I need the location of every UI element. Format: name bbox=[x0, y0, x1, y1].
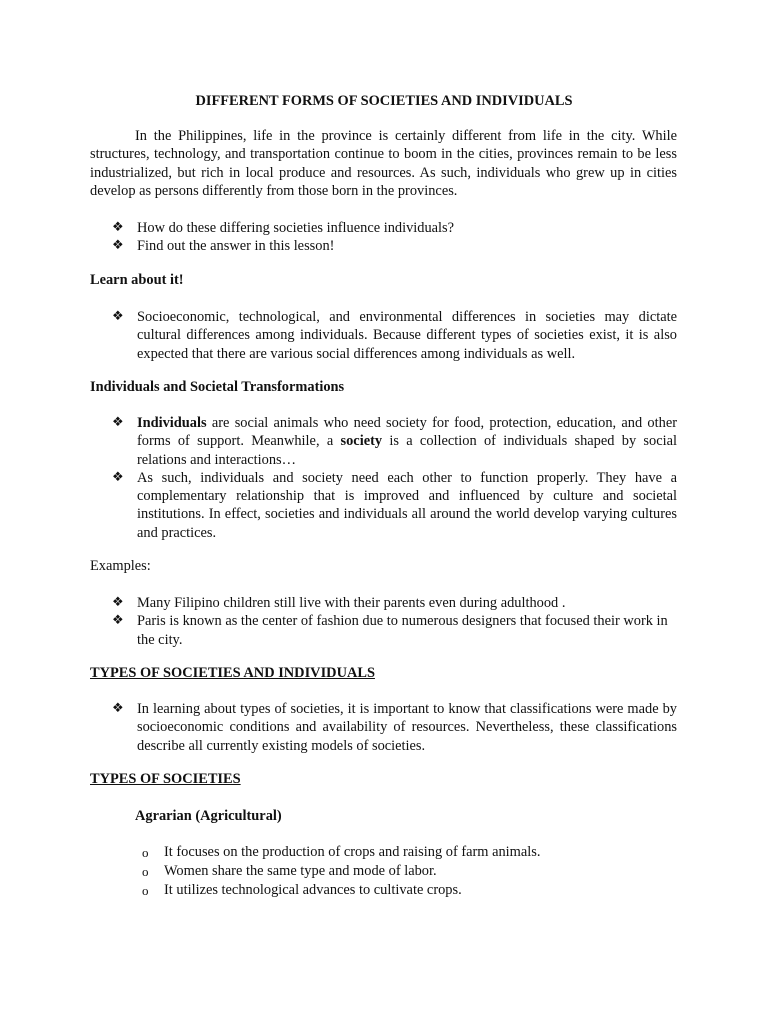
circle-o-bullet-icon: o bbox=[142, 864, 149, 879]
diamond-bullet-icon: ❖ bbox=[112, 238, 124, 254]
document-title: DIFFERENT FORMS OF SOCIETIES AND INDIVIDUALS bbox=[195, 93, 573, 109]
examples-list bbox=[0, 594, 677, 649]
intro-paragraph: In the Philippines, life in the province is certainly different from life in the city. While structures, technology, and transportation continue to boom in the cities, provinces remain to be less industrialized, but rich in local produce and resources. As such, individuals who grew up in cities develop as persons differently from those born in the provinces. bbox=[90, 128, 677, 199]
question-list bbox=[0, 219, 677, 256]
diamond-bullet-icon: ❖ bbox=[112, 415, 124, 430]
list-item: o It focuses on the production of crops and raising of farm animals. bbox=[142, 844, 541, 860]
list-item: ❖ As such, individuals and society need each other to function properly. They have a complementary relationship that is improved and influenced by culture and societal institutions. In effect, societies and individuals all around the world develop varying cultures and practices. bbox=[112, 469, 677, 541]
list-item: o It utilizes technological advances to cultivate crops. bbox=[142, 882, 462, 898]
term-society: society bbox=[340, 433, 383, 450]
transformations-heading: Individuals and Societal Transformations bbox=[90, 379, 345, 395]
list-item: ❖ In learning about types of societies, it is important to know that classifications were made by socioeconomic conditions and availability of resources. Nevertheless, these classifications describe all currently existing models of societies. bbox=[112, 701, 677, 754]
term-individuals: Individuals bbox=[137, 415, 207, 431]
agrarian-list bbox=[0, 843, 540, 900]
types-societies-individuals-list bbox=[0, 700, 677, 755]
list-item: ❖ Individuals are social animals who need society for food, protection, education, and other forms of support. Meanwhile, a society is a collection of individuals shaped by social relations and interactions… bbox=[112, 415, 677, 468]
examples-label: Examples: bbox=[90, 558, 151, 574]
transformations-list bbox=[0, 414, 677, 542]
types-societies-heading: TYPES OF SOCIETIES bbox=[90, 771, 241, 787]
diamond-bullet-icon: ❖ bbox=[112, 595, 124, 610]
list-item: ❖ Socioeconomic, technological, and environmental differences in societies may dictate cultural differences among individuals. Because different types of societies exist, it is also expected that there are various social differences among individuals as well. bbox=[112, 309, 677, 362]
diamond-bullet-icon: ❖ bbox=[112, 701, 124, 716]
learn-heading: Learn about it! bbox=[90, 272, 184, 288]
circle-o-bullet-icon: o bbox=[142, 845, 149, 860]
learn-list bbox=[0, 308, 677, 363]
diamond-bullet-icon: ❖ bbox=[112, 220, 124, 235]
list-item: ❖ How do these differing societies influence individuals? bbox=[112, 220, 455, 236]
diamond-bullet-icon: ❖ bbox=[112, 469, 124, 485]
agrarian-heading: Agrarian (Agricultural) bbox=[135, 808, 282, 824]
types-societies-individuals-heading: TYPES OF SOCIETIES AND INDIVIDUALS bbox=[90, 665, 375, 681]
diamond-bullet-icon: ❖ bbox=[112, 613, 124, 629]
list-item: ❖ Find out the answer in this lesson! bbox=[112, 238, 335, 255]
list-item: ❖ Many Filipino children still live with their parents even during adulthood . bbox=[112, 595, 566, 611]
diamond-bullet-icon: ❖ bbox=[112, 309, 124, 324]
circle-o-bullet-icon: o bbox=[142, 883, 149, 898]
list-item: o Women share the same type and mode of labor. bbox=[142, 863, 437, 879]
list-item: ❖ Paris is known as the center of fashion due to numerous designers that focused their work in the city. bbox=[112, 613, 668, 648]
